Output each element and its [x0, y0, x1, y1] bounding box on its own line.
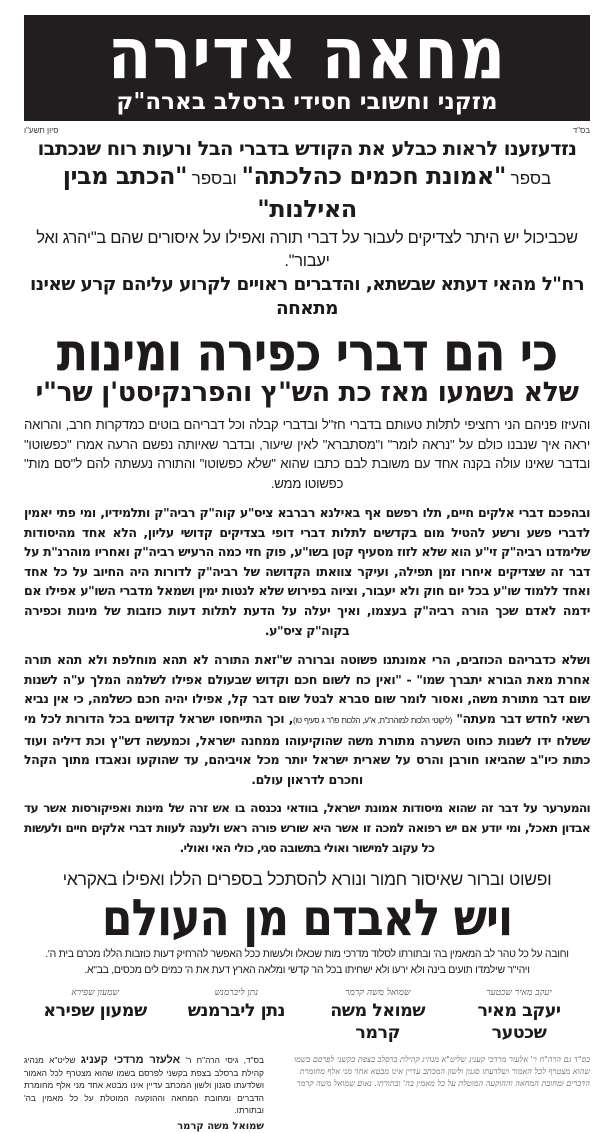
signer-name: שמעון שפירא	[43, 1001, 147, 1022]
signer	[30, 986, 160, 1044]
intro-books-line	[24, 161, 590, 227]
note-body: שליט"א מנהיג קהילת ברסלב בצפת בקשני לפרסם בשמו שהוא מצטרף לכל האמור ושלדעתו סגנון ולשון המכתב עדיין אינו מבטא אחד מני אלף מחומרת הדברים ומחובת המחאה וההוקעה המוטלת על כל מאמין בה' ובתורתו.	[24, 1055, 264, 1116]
signer-name: יעקב מאיר שכטער	[477, 1001, 561, 1044]
header-banner	[24, 15, 590, 121]
book-mid: ובספר	[191, 169, 237, 188]
signer	[454, 986, 584, 1044]
bsd-mark: בס"ד	[572, 126, 590, 135]
intro-line-1: נזדעזענו לראות כבלע את הקודש בדברי הבל ורעות רוח שנכתבו	[37, 137, 577, 160]
paragraph-3-a: ושלא כדבריהם הכוזבים, הרי אמונתנו פשוטה וברורה ש"זאת התורה לא תהא מוחלפת ולא תהא תורה אחרת מאת הבורא יתברך שמו" - "ואין כח לשום חכם וקדוש שבעולם אפילו לשלמה המלך ע"ה לשנות שום דבר מתורת משה, ואסור לומר שום סברא לבטל שום דבר קל, אפילו יהיה חכם כשלמה, כי אין נביא רשאי לחדש דבר מעתה"	[24, 652, 590, 726]
note-signature: שמואל משה קרמר	[177, 1120, 264, 1132]
book-prefix: בספר	[510, 169, 552, 188]
intro-line-3: שכביכול יש היתר לצדיקים לעבור על דברי תורה ואפילו על איסורים שהם ב"יהרג ואל יעבור".	[36, 229, 578, 270]
closing-line-2: ויהי"ר שילמדו תועים בינה ולא ירעו ולא ישחיתו בכל הר קדשי ומלאה הארץ דעת את ה' כמים לים מכסים, בב"א.	[84, 964, 530, 977]
signer-name: נתן ליברמנש	[187, 1001, 285, 1022]
book-title-1: "אמונת חכמים כהלכתה"	[241, 162, 506, 190]
signature-scribble: נתן ליברמנש	[214, 988, 259, 999]
paragraph-3	[24, 650, 590, 789]
footer-notes	[24, 1054, 590, 1133]
intro-line-4: רח"ל מהאי דעתא שבשתא, והדברים ראויים לקרוע עליהם קרע שאינו מתאחה	[30, 274, 584, 319]
proclamation-page	[24, 15, 590, 1133]
closing-line-1: וחובה על כל טהר לב המאמין בה' ובתורתו לסלוד מדרכי מות שכאלו ולעשות ככל האפשר להרחיק דעות כוזבות הללו מכרם בית ה'.	[45, 948, 569, 961]
paragraph-1: והעיזו פניהם הני רחציפי לתלות טעותם בדברי חז"ל ובדברי קבלה וכל דבריהם בוטים כמדקרות חרב, והרואה יראה איך שנבנו כולם על "נראה לומר" ו"מסתברא" לאין שיעור, ובדבר שאיותה נפשם הרעה אמרו "כפשוטו" ובדבר שאינו עולה בקנה אחד עם משובת לבם כתבו שהוא "שלא כפשוטו" והתורה נעשתה להם ל"סם מות" כפשוטו ממש.	[24, 417, 590, 491]
banner-subtitle: מזקני וחשובי חסידי ברסלב בארה"ק	[116, 89, 498, 115]
signer	[313, 986, 443, 1044]
handwritten-note: בס"ד גם הרה"ח ר' אלעזר מרדכי קעניג שליט"א מנהיג קהילת ברסלב בצפת בקשני לפרסם בשמו שהוא מצטרף לכל האמור ושלדעתו סגנון ולשון המכתב עדיין אינו מבטא אחד מני אלף מחומרת הדברים ומחובת המחאה וההוקעה המוטלת על כל מאמין בה' ובתורתו. נאום שמואל משה קרמר	[293, 1055, 590, 1089]
note-name: אלעזר מרדכי קעניג	[80, 1054, 181, 1067]
book-title-2: "הכתב מבין האילנות"	[62, 162, 357, 223]
signatures	[24, 986, 590, 1044]
closing-headline: ויש לאבדם מן העולם	[101, 889, 513, 948]
paragraph-2: ובהפכם דברי אלקים חיים, תלו רפשם אף באילנא רברבא ציס"ע קוה"ק רביה"ק ותלמידיו, ומי פתי יאמין לדברי פשע ורשע להטיל מום בקדשים לתלות דברי דופי בצדיקים קדושי עליון, הלא אחד מהיסודות שלימדנו רביה"ק זי"ע הוא שלא לזוז מסעיף קטן בשו"ע, פוק חזי כמה הרעיש רביה"ק ואחריו מוהרנ"ת על דבר זה שצדיקים איחרו זמן תפילה, ועיקר צוואתו הקדושה של רביה"ק לדורות היה החיוב על כל אחד ואחד ללמוד שו"ע בכל יום חוק ולא יעבור, וציוה בפירוש שלא לנטות ימין ושמאל מדברי השו"ע אפילו אם ידמה לאדם שכך הורה רביה"ק בעצמו, ואיך יעלה על הדעת לתלות דעות כוזבות של מינות וכפירה בקוה"ק ציס"ע.	[24, 505, 590, 638]
signer-name: שמואל משה קרמר	[330, 1001, 426, 1044]
paragraph-3-b: , וכך התייחסו ישראל קדושים בכל הדורות לכל מי ששלח ידו לשנות כחוט השערה מתורת משה שהוקיעוהו ממחנה ישראל, וכמעשה דש"ץ וכת דיליה ועוד כתות כיו"ב שהביאו חורבן והרס על שארית ישראל יותר מכל אויביהם, עד שהוקעו ונאבדו מתוך הקהל וחכרם לדראון עולם.	[24, 710, 590, 787]
banner-title: מחאה אדירה	[107, 15, 507, 96]
citation: (ליקוטי הלכות למוהרנ"ת, א"ע, הלכות פו"ר ג סעיף טו)	[293, 715, 452, 725]
date-label: סיון תשע"ו	[24, 126, 59, 135]
note-prefix: בס"ד, גיסי הרה"ח ר'	[185, 1055, 265, 1066]
meta-row	[24, 125, 590, 137]
signature-scribble: יעקב מאיר שכטער	[486, 988, 552, 999]
signature-scribble: שמעון שפירא	[71, 988, 119, 999]
printed-note	[24, 1054, 264, 1133]
sub-headline: שלא נשמעו מאז כת הש"ץ והפרנקיסט'ן שר"י	[35, 377, 579, 408]
signer	[171, 986, 301, 1044]
paragraph-4: והמערער על דבר זה שהוא מיסודות אמונת ישראל, בוודאי נכנסה בו אש זרה של מינות ואפיקורסות אשר עד אבדון תאכל, ומי יודע אם יש רפואה למכה זו אשר היא שורש פורה ראש ולענה לעוות דברי אלקים חיים ולעשות כל עקוב למישור ואולי בתשובה סגי, כולי האי ואולי.	[24, 801, 590, 855]
signature-scribble: שמואל משה קרמר	[345, 988, 411, 999]
main-headline: כי הם דברי כפירה ומינות	[56, 320, 558, 384]
closing-lead: ופשוט וברור שאיסור חמור ונורא להסתכל בספרים הללו ואפילו באקראי	[62, 869, 552, 890]
